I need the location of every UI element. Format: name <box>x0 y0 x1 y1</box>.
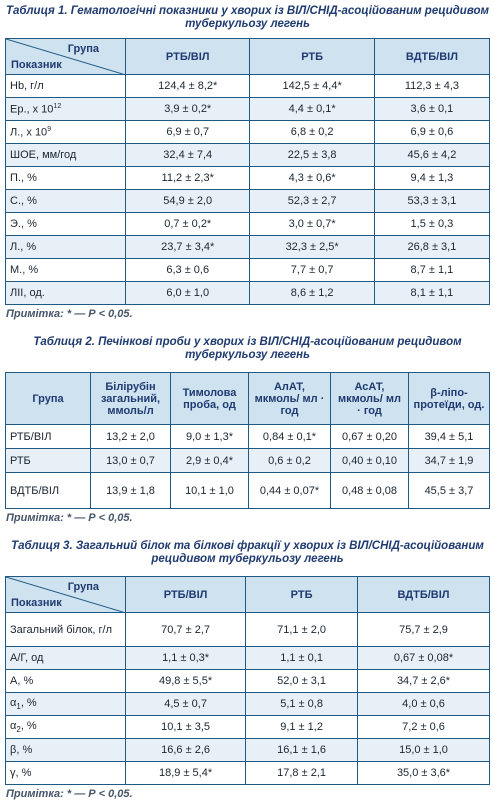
table-cell: 0,48 ± 0,08 <box>331 473 409 509</box>
table-row <box>6 167 490 190</box>
table-cell: 71,1 ± 2,0 <box>246 613 358 647</box>
table-cell: 7,2 ± 0,6 <box>358 716 490 739</box>
row-label-text: Ер., х 10 <box>10 103 54 116</box>
table2-note: Примітка: * — Р < 0,05. <box>6 512 133 524</box>
table-row <box>6 473 490 509</box>
table-row <box>6 75 490 98</box>
table-cell: 0,40 ± 0,10 <box>331 449 409 473</box>
table-cell: 1,5 ± 0,3 <box>374 213 489 236</box>
table2-col-header: Білірубін загальний, ммоль/л <box>91 373 171 425</box>
table3-corner-header <box>6 577 126 613</box>
row-label-suffix: , % <box>20 696 37 709</box>
table-cell: 112,3 ± 4,3 <box>374 75 489 98</box>
table1-header-indicator: Показник <box>11 59 62 71</box>
table-cell: 16,6 ± 2,6 <box>126 739 246 762</box>
table1-caption-num: Таблиця 1. <box>6 5 68 17</box>
table1 <box>5 38 490 305</box>
table-row <box>6 190 490 213</box>
table-cell: 2,9 ± 0,4* <box>171 449 249 473</box>
table-cell: 6,0 ± 1,0 <box>126 282 250 305</box>
row-label: П., % <box>6 167 126 190</box>
table-cell: 26,8 ± 3,1 <box>374 236 489 259</box>
table3-col-header: ВДТБ/ВІЛ <box>358 577 490 613</box>
table-cell: 1,1 ± 0,3* <box>126 647 246 670</box>
table2 <box>5 372 490 509</box>
row-label-sup: 12 <box>53 102 62 110</box>
row-label-sub: 1 <box>16 702 21 712</box>
table-cell: 4,0 ± 0,6 <box>358 693 490 716</box>
table-cell: 52,0 ± 3,1 <box>246 670 358 693</box>
table1-note: Примітка: * — Р < 0,05. <box>6 308 133 320</box>
row-label-sup: 9 <box>47 125 52 133</box>
table-cell: 15,0 ± 1,0 <box>358 739 490 762</box>
table-cell: 0,6 ± 0,2 <box>249 449 331 473</box>
table1-corner-header <box>6 39 126 75</box>
table-cell: 32,3 ± 2,5* <box>250 236 374 259</box>
table-row <box>6 98 490 121</box>
table-cell: 39,4 ± 5,1 <box>409 425 490 449</box>
row-label: Э., % <box>6 213 126 236</box>
table-cell: 0,44 ± 0,07* <box>249 473 331 509</box>
table3-note: Примітка: * — Р < 0,05. <box>6 788 133 800</box>
table2-col-header: АсАТ, мкмоль/ мл · год <box>331 373 409 425</box>
table-cell: 13,9 ± 1,8 <box>91 473 171 509</box>
table1-caption <box>6 5 489 33</box>
table-cell: 6,9 ± 0,7 <box>126 121 250 144</box>
table-cell: 35,0 ± 3,6* <box>358 762 490 785</box>
row-label <box>6 693 126 716</box>
table1-col-header: РТБ/ВІЛ <box>126 39 250 75</box>
table-cell: 6,8 ± 0,2 <box>250 121 374 144</box>
table-cell: 8,6 ± 1,2 <box>250 282 374 305</box>
table-row <box>6 259 490 282</box>
table3-header-group: Група <box>67 581 99 593</box>
table-cell: 5,1 ± 0,8 <box>246 693 358 716</box>
table-cell: 34,7 ± 2,6* <box>358 670 490 693</box>
table-row <box>6 647 490 670</box>
row-label <box>6 98 126 121</box>
row-label-text: Л., х 10 <box>10 126 48 139</box>
table-cell: 1,1 ± 0,1 <box>246 647 358 670</box>
table-cell: 16,1 ± 1,6 <box>246 739 358 762</box>
table-cell: 0,67 ± 0,20 <box>331 425 409 449</box>
row-label: Загальний білок, г/л <box>6 613 126 647</box>
table-cell: 45,6 ± 4,2 <box>374 144 489 167</box>
row-label: β, % <box>6 739 126 762</box>
table-cell: 124,4 ± 8,2* <box>126 75 250 98</box>
table2-col-header: АлАТ, мкмоль/ мл · год <box>249 373 331 425</box>
row-label-sub: 2 <box>16 725 21 735</box>
row-label: РТБ <box>6 449 91 473</box>
table-cell: 75,7 ± 2,9 <box>358 613 490 647</box>
table-cell: 0,67 ± 0,08* <box>358 647 490 670</box>
table-cell: 9,4 ± 1,3 <box>374 167 489 190</box>
table-row <box>6 213 490 236</box>
table1-col-header: ВДТБ/ВІЛ <box>374 39 489 75</box>
row-label: РТБ/ВІЛ <box>6 425 91 449</box>
table3-caption <box>6 540 489 568</box>
table-cell: 7,7 ± 0,7 <box>250 259 374 282</box>
table-cell: 3,0 ± 0,7* <box>250 213 374 236</box>
table3-col-header: РТБ/ВІЛ <box>126 577 246 613</box>
table-cell: 23,7 ± 3,4* <box>126 236 250 259</box>
row-label: ЛІІ, од. <box>6 282 126 305</box>
row-label: А, % <box>6 670 126 693</box>
table-cell: 142,5 ± 4,4* <box>250 75 374 98</box>
table-cell: 4,4 ± 0,1* <box>250 98 374 121</box>
table-row <box>6 613 490 647</box>
table-cell: 53,3 ± 3,1 <box>374 190 489 213</box>
table-row <box>6 693 490 716</box>
table-cell: 3,9 ± 0,2* <box>126 98 250 121</box>
table-cell: 70,7 ± 2,7 <box>126 613 246 647</box>
table-cell: 0,84 ± 0,1* <box>249 425 331 449</box>
table2-caption-text: Печінкові проби у хворих із ВІЛ/СНІД-асоційованим рецидивом туберкульозу легень <box>98 336 462 361</box>
table-cell: 32,4 ± 7,4 <box>126 144 250 167</box>
table-cell: 9,0 ± 1,3* <box>171 425 249 449</box>
table1-col-header: РТБ <box>250 39 374 75</box>
table-row <box>6 762 490 785</box>
row-label-text: α <box>10 719 17 732</box>
table-cell: 22,5 ± 3,8 <box>250 144 374 167</box>
table-cell: 13,2 ± 2,0 <box>91 425 171 449</box>
row-label: Л., % <box>6 236 126 259</box>
row-label-suffix: , % <box>20 719 37 732</box>
row-label <box>6 121 126 144</box>
table1-caption-text: Гематологічні показники у хворих із ВІЛ/СНІД-асоційованим рецидивом туберкульозу легень <box>70 5 490 30</box>
table-row <box>6 282 490 305</box>
table-cell: 6,9 ± 0,6 <box>374 121 489 144</box>
table-row <box>6 716 490 739</box>
table-row <box>6 449 490 473</box>
table2-caption <box>6 336 489 364</box>
table-cell: 6,3 ± 0,6 <box>126 259 250 282</box>
row-label: М., % <box>6 259 126 282</box>
table-cell: 54,9 ± 2,0 <box>126 190 250 213</box>
table-cell: 13,0 ± 0,7 <box>91 449 171 473</box>
table-cell: 8,1 ± 1,1 <box>374 282 489 305</box>
table2-col-header: Тимолова проба, од <box>171 373 249 425</box>
row-label: С., % <box>6 190 126 213</box>
table-cell: 11,2 ± 2,3* <box>126 167 250 190</box>
table3-header-indicator: Показник <box>11 597 62 609</box>
table-cell: 9,1 ± 1,2 <box>246 716 358 739</box>
table-cell: 4,5 ± 0,7 <box>126 693 246 716</box>
table-row <box>6 739 490 762</box>
table-cell: 8,7 ± 1,1 <box>374 259 489 282</box>
row-label: ШОЕ, мм/год <box>6 144 126 167</box>
table-cell: 45,5 ± 3,7 <box>409 473 490 509</box>
row-label: Hb, г/л <box>6 75 126 98</box>
table-cell: 52,3 ± 2,7 <box>250 190 374 213</box>
table2-col-header: β-ліпо-протеїди, од. <box>409 373 490 425</box>
table-cell: 3,6 ± 0,1 <box>374 98 489 121</box>
table2-caption-num: Таблиця 2. <box>33 336 95 348</box>
table3-caption-num: Таблиця 3. <box>11 540 73 552</box>
table-cell: 18,9 ± 5,4* <box>126 762 246 785</box>
table-cell: 34,7 ± 1,9 <box>409 449 490 473</box>
row-label-text: α <box>10 696 17 709</box>
row-label: А/Г, од <box>6 647 126 670</box>
table3 <box>5 576 490 785</box>
table-cell: 10,1 ± 1,0 <box>171 473 249 509</box>
table-row <box>6 144 490 167</box>
table-cell: 0,7 ± 0,2* <box>126 213 250 236</box>
row-label: γ, % <box>6 762 126 785</box>
table-row <box>6 425 490 449</box>
table-cell: 17,8 ± 2,1 <box>246 762 358 785</box>
table3-col-header: РТБ <box>246 577 358 613</box>
table2-header-group: Група <box>6 373 91 425</box>
row-label <box>6 716 126 739</box>
table-row <box>6 236 490 259</box>
table-cell: 10,1 ± 3,5 <box>126 716 246 739</box>
table1-header-group: Група <box>67 43 99 55</box>
table3-caption-text: Загальний білок та білкові фракції у хворих із ВІЛ/СНІД-асоційованим рецидивом туберкульозу легень <box>75 540 484 565</box>
table-cell: 49,8 ± 5,5* <box>126 670 246 693</box>
table-row <box>6 121 490 144</box>
row-label: ВДТБ/ВІЛ <box>6 473 91 509</box>
table-cell: 4,3 ± 0,6* <box>250 167 374 190</box>
table-row <box>6 670 490 693</box>
